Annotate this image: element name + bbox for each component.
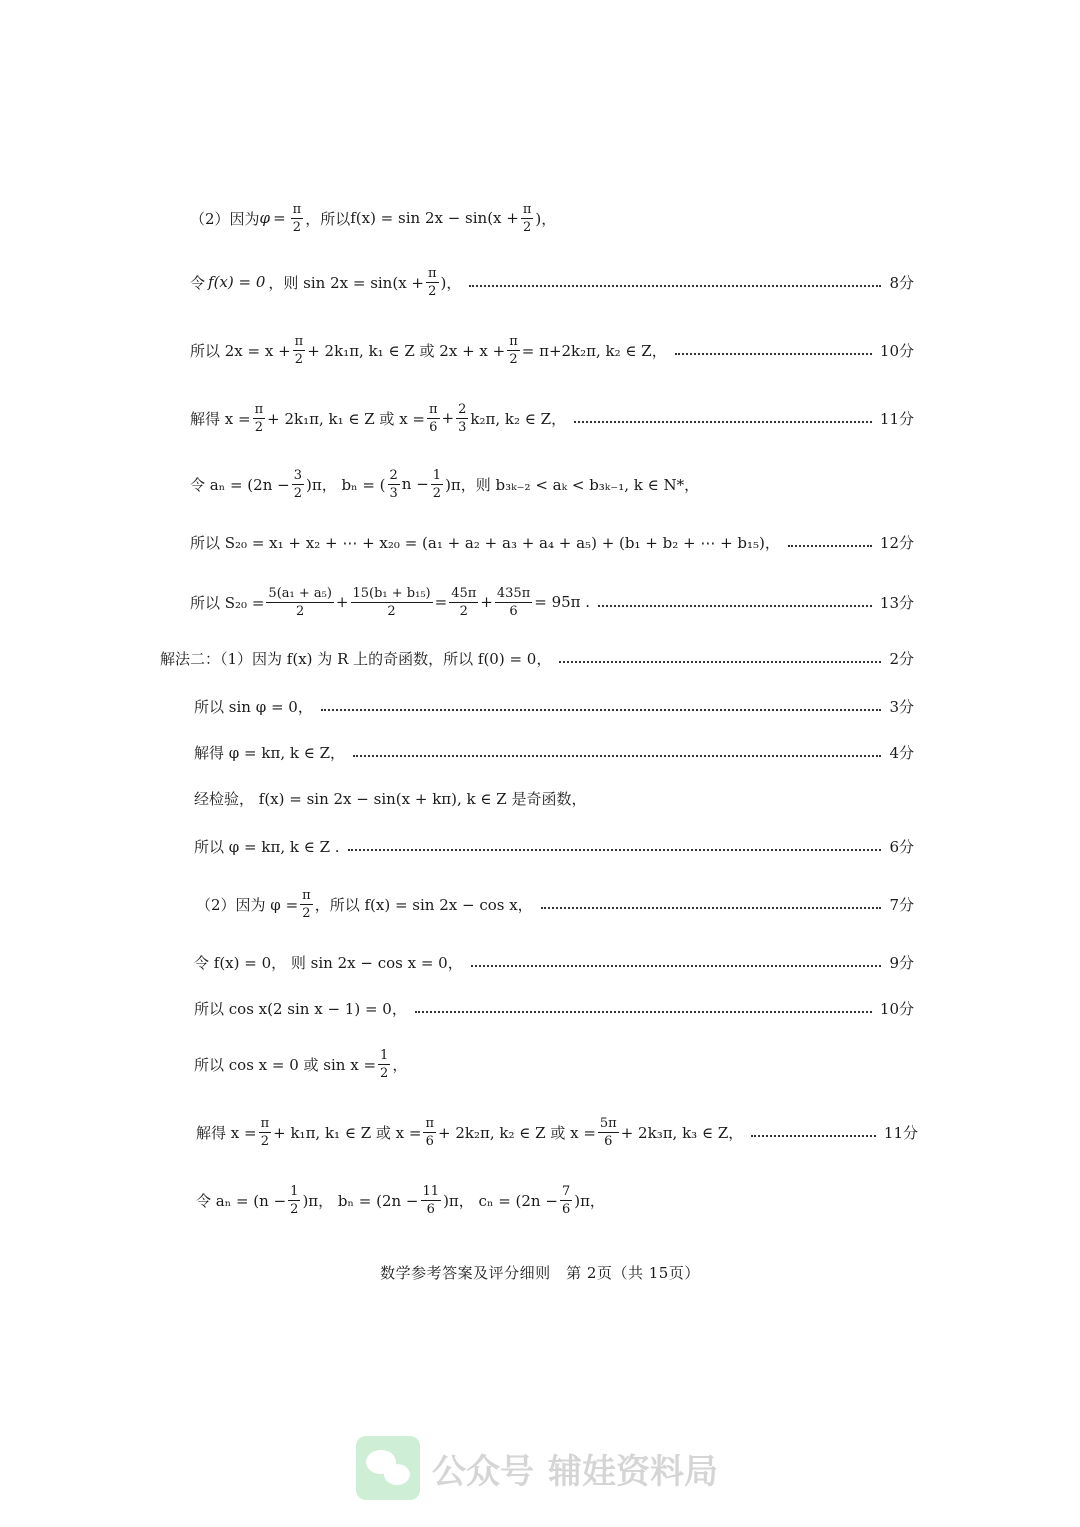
dotted-leader bbox=[598, 605, 872, 607]
fraction: $\frac{45\pi}{2}$ bbox=[451, 585, 477, 619]
fraction: $\frac{1}{2}$ bbox=[380, 1047, 389, 1081]
score-label: 10分 bbox=[879, 999, 914, 1018]
dotted-leader bbox=[353, 755, 881, 757]
fraction: $\frac{2}{3}$ bbox=[458, 401, 467, 435]
watermark bbox=[356, 1436, 732, 1500]
line-text: （2）因为 φ = $\frac{\pi}{2}$ ，所以 f(x) = sin 2x − sin(x + $\frac{\pi}{2}$ )， bbox=[190, 201, 557, 235]
dotted-leader bbox=[751, 1135, 876, 1137]
line-text: 令 f(x) = 0 ，则 sin 2x = sin(x + $\frac{\pi}{2}$ )， bbox=[190, 265, 462, 299]
score-label: 2分 bbox=[889, 649, 914, 668]
solution-line bbox=[0, 328, 1080, 372]
line-text: 解得 φ = kπ, k ∈ Z， bbox=[194, 743, 346, 762]
fraction: $\frac{\pi}{2}$ bbox=[294, 333, 304, 367]
watermark-label: 公众号 bbox=[432, 1451, 534, 1492]
solution-line bbox=[0, 730, 1080, 774]
score-label: 10分 bbox=[879, 341, 914, 360]
line-text: 令 aₙ = (n − $\frac{1}{2}$ )π， bₙ = (2n − $\frac{11}{6}$ )π， cₙ = (2n − $\frac{7}{6}$ )π， bbox=[196, 1183, 605, 1217]
score-label: 7分 bbox=[889, 895, 914, 914]
line-text: 解法二：（1）因为 f(x) 为 R 上的奇函数，所以 f(0) = 0， bbox=[160, 649, 552, 668]
fraction: $\frac{3}{2}$ bbox=[293, 467, 302, 501]
solution-line bbox=[0, 580, 1080, 624]
line-text: 所以 S₂₀ = $\frac{\text{5(a₁ + a₅)}}{2}$ + $\frac{\text{15(b₁ + b₁₅)}}{2}$ = $\frac{45\pi}{2}$ + $\frac{435\pi}{6}$ = 95π . bbox=[190, 585, 591, 619]
score-label: 6分 bbox=[889, 837, 914, 856]
solution-line bbox=[0, 1042, 1080, 1086]
fraction: $\frac{\text{15(b₁ + b₁₅)}}{2}$ bbox=[352, 585, 431, 619]
fraction: $\frac{435\pi}{6}$ bbox=[496, 585, 531, 619]
solution-line bbox=[0, 824, 1080, 868]
fraction: $\frac{2}{3}$ bbox=[389, 467, 398, 501]
line-text: 所以 cos x = 0 或 sin x = $\frac{1}{2}$ ， bbox=[194, 1047, 408, 1081]
score-label: 8分 bbox=[889, 273, 914, 292]
line-text: 令 aₙ = (2n − $\frac{3}{2}$ )π， bₙ = ( $\frac{2}{3}$ n − $\frac{1}{2}$ )π，则 b₃ₖ₋₂ < aₖ < b₃ₖ₋₁, k ∈ N*， bbox=[190, 467, 700, 501]
fraction: $\frac{\pi}{2}$ bbox=[428, 265, 437, 299]
solution-line bbox=[0, 882, 1080, 926]
solution-line bbox=[0, 684, 1080, 728]
solution-line bbox=[0, 396, 1080, 440]
page-footer: 数学参考答案及评分细则 第 2页（共 15页） bbox=[380, 1264, 700, 1282]
solution-line bbox=[0, 1178, 1080, 1222]
solution-line bbox=[0, 520, 1080, 564]
fraction: $\frac{\pi}{2}$ bbox=[260, 1115, 270, 1149]
solution-line bbox=[0, 260, 1080, 304]
fraction: $\frac{1}{2}$ bbox=[290, 1183, 299, 1217]
dotted-leader bbox=[788, 545, 872, 547]
wechat-logo-icon bbox=[356, 1436, 420, 1500]
score-label: 11分 bbox=[879, 409, 914, 428]
solution-line bbox=[0, 1110, 1080, 1154]
solution-line bbox=[0, 986, 1080, 1030]
dotted-leader bbox=[541, 907, 882, 909]
line-text: 所以 sin φ = 0， bbox=[194, 697, 313, 716]
fraction: $\frac{\pi}{2}$ bbox=[292, 201, 302, 235]
dotted-leader bbox=[559, 661, 881, 663]
fraction: $\frac{\pi}{2}$ bbox=[509, 333, 518, 367]
solution-line bbox=[0, 776, 1080, 820]
score-label: 9分 bbox=[889, 953, 914, 972]
fraction: $\frac{\pi}{6}$ bbox=[425, 1115, 435, 1149]
fraction: $\frac{5\pi}{6}$ bbox=[599, 1115, 617, 1149]
dotted-leader bbox=[348, 849, 882, 851]
dotted-leader bbox=[471, 965, 882, 967]
dotted-leader bbox=[321, 709, 882, 711]
score-label: 12分 bbox=[879, 533, 914, 552]
fraction: $\frac{\text{5(a₁ + a₅)}}{2}$ bbox=[268, 585, 332, 619]
solution-line bbox=[0, 462, 1080, 506]
watermark-name: 辅娃资料局 bbox=[548, 1451, 718, 1492]
line-text: 令 f(x) = 0， 则 sin 2x − cos x = 0， bbox=[194, 953, 463, 972]
line-text: 所以 2x = x + $\frac{\pi}{2}$ + 2k₁π, k₁ ∈ Z 或 2x + x + $\frac{\pi}{2}$ = π+2k₂π, k₂ ∈ Z， bbox=[190, 333, 667, 367]
dotted-leader bbox=[675, 353, 872, 355]
line-text: （2）因为 φ = $\frac{\pi}{2}$ ，所以 f(x) = sin 2x − cos x， bbox=[196, 887, 533, 921]
line-text: 解得 x = $\frac{\pi}{2}$ + 2k₁π, k₁ ∈ Z 或 x = $\frac{\pi}{6}$ + $\frac{2}{3}$ k₂π, k₂ ∈ Z， bbox=[190, 401, 567, 435]
score-label: 4分 bbox=[889, 743, 914, 762]
fraction: $\frac{\pi}{2}$ bbox=[302, 887, 311, 921]
solution-line bbox=[0, 636, 1080, 680]
fraction: $\frac{\pi}{2}$ bbox=[522, 201, 532, 235]
line-text: 所以 φ = kπ, k ∈ Z . bbox=[194, 837, 340, 856]
fraction: $\frac{\pi}{6}$ bbox=[429, 401, 438, 435]
line-text: 解得 x = $\frac{\pi}{2}$ + k₁π, k₁ ∈ Z 或 x = $\frac{\pi}{6}$ + 2k₂π, k₂ ∈ Z 或 x = $\frac{5\pi}{6}$ + 2k₃π, k₃ ∈ Z， bbox=[196, 1115, 744, 1149]
solution-line bbox=[0, 196, 1080, 240]
score-label: 3分 bbox=[889, 697, 914, 716]
fraction: $\frac{1}{2}$ bbox=[432, 467, 442, 501]
line-text: 所以 cos x(2 sin x − 1) = 0， bbox=[194, 999, 407, 1018]
line-text: 经检验， f(x) = sin 2x − sin(x + kπ), k ∈ Z 是奇函数， bbox=[194, 789, 587, 808]
score-label: 13分 bbox=[879, 593, 914, 612]
fraction: $\frac{11}{6}$ bbox=[422, 1183, 440, 1217]
dotted-leader bbox=[415, 1011, 872, 1013]
dotted-leader bbox=[469, 285, 881, 287]
line-text: 所以 S₂₀ = x₁ + x₂ + ⋯ + x₂₀ = (a₁ + a₂ + a₃ + a₄ + a₅) + (b₁ + b₂ + ⋯ + b₁₅)， bbox=[190, 533, 780, 552]
solution-line bbox=[0, 940, 1080, 984]
dotted-leader bbox=[574, 421, 872, 423]
score-label: 11分 bbox=[883, 1123, 918, 1142]
fraction: $\frac{7}{6}$ bbox=[561, 1183, 571, 1217]
fraction: $\frac{\pi}{2}$ bbox=[254, 401, 264, 435]
